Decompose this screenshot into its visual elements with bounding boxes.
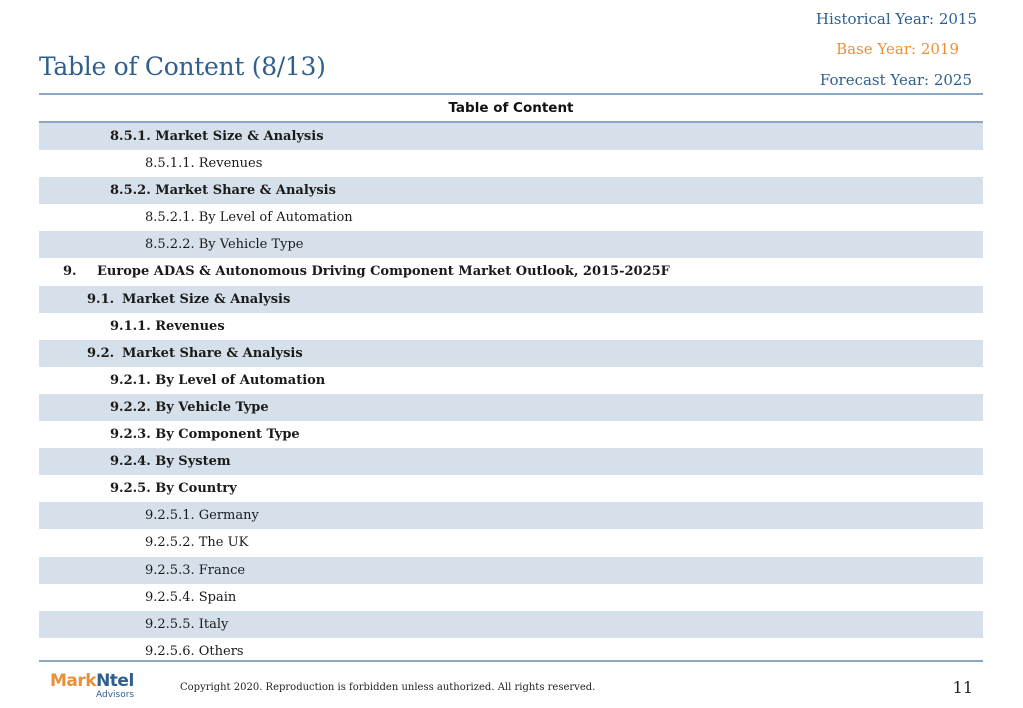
toc-row (39, 204, 983, 231)
toc-heading: Table of Content (39, 95, 983, 123)
toc-row (39, 150, 983, 177)
toc-row-text: 9.2.2. By Vehicle Type (110, 399, 269, 415)
toc-row (39, 231, 983, 258)
toc-row (39, 258, 983, 285)
toc-row (39, 502, 983, 529)
toc-row (39, 286, 983, 313)
toc-row (39, 475, 983, 502)
toc-row (39, 421, 983, 448)
toc-row-text: 9.2.1. By Level of Automation (110, 372, 326, 388)
toc-row (39, 448, 983, 475)
markntel-logo (50, 671, 140, 700)
logo-mark-text: Mark (50, 671, 97, 691)
toc-row-text: Europe ADAS & Autonomous Driving Component Market Outlook, 2015-2025F (97, 264, 670, 280)
toc-row-text: Market Share & Analysis (122, 345, 303, 361)
toc-row (39, 557, 983, 584)
logo-ntel-text: Ntel (96, 671, 134, 691)
toc-row-text: 8.5.2. Market Share & Analysis (110, 183, 336, 199)
toc-row (39, 340, 983, 367)
toc-row-number: 9. (63, 264, 77, 280)
toc-row (39, 584, 983, 611)
toc-row-text: 9.2.5.4. Spain (145, 589, 237, 605)
toc-row (39, 394, 983, 421)
toc-row-text: 8.5.2.2. By Vehicle Type (145, 237, 304, 253)
toc-row-text: 8.5.1.1. Revenues (145, 156, 263, 172)
toc-row-number: 9.1. (87, 291, 115, 307)
copyright-notice: Copyright 2020. Reproduction is forbidden unless authorized. All rights reserved. (180, 682, 596, 693)
toc-row-number: 9.2. (87, 345, 115, 361)
toc-row (39, 123, 983, 150)
page-title: Table of Content (8/13) (39, 52, 326, 81)
toc-row (39, 529, 983, 556)
toc-row-text: 8.5.1. Market Size & Analysis (110, 129, 324, 144)
toc-row (39, 313, 983, 340)
toc-row-text: 9.2.5.5. Italy (145, 616, 229, 632)
toc-row (39, 177, 983, 204)
toc-row-text: 9.2.4. By System (110, 454, 231, 470)
toc-row-text: 9.2.5. By Country (110, 481, 237, 497)
toc-row-text: Market Size & Analysis (122, 291, 291, 307)
toc-row-text: 9.2.3. By Component Type (110, 427, 300, 443)
logo-wordmark (50, 671, 140, 691)
toc-row (39, 367, 983, 394)
toc-row-text: 8.5.2.1. By Level of Automation (145, 210, 353, 226)
table-of-content (39, 93, 983, 665)
toc-row-text: 9.1.1. Revenues (110, 318, 225, 334)
base-year: Base Year: 2019 (836, 40, 959, 58)
toc-rows (39, 123, 983, 665)
toc-row-text: 9.2.5.3. France (145, 562, 246, 578)
toc-row-text: 9.2.5.1. Germany (145, 508, 259, 524)
forecast-year: Forecast Year: 2025 (819, 71, 972, 89)
page-number: 11 (952, 678, 973, 697)
logo-subtitle: Advisors (96, 690, 135, 700)
toc-bottom-rule (39, 660, 983, 662)
toc-row (39, 611, 983, 638)
toc-row-text: 9.2.5.6. Others (145, 643, 244, 659)
historical-year: Historical Year: 2015 (815, 10, 977, 28)
toc-row-text: 9.2.5.2. The UK (145, 535, 249, 551)
